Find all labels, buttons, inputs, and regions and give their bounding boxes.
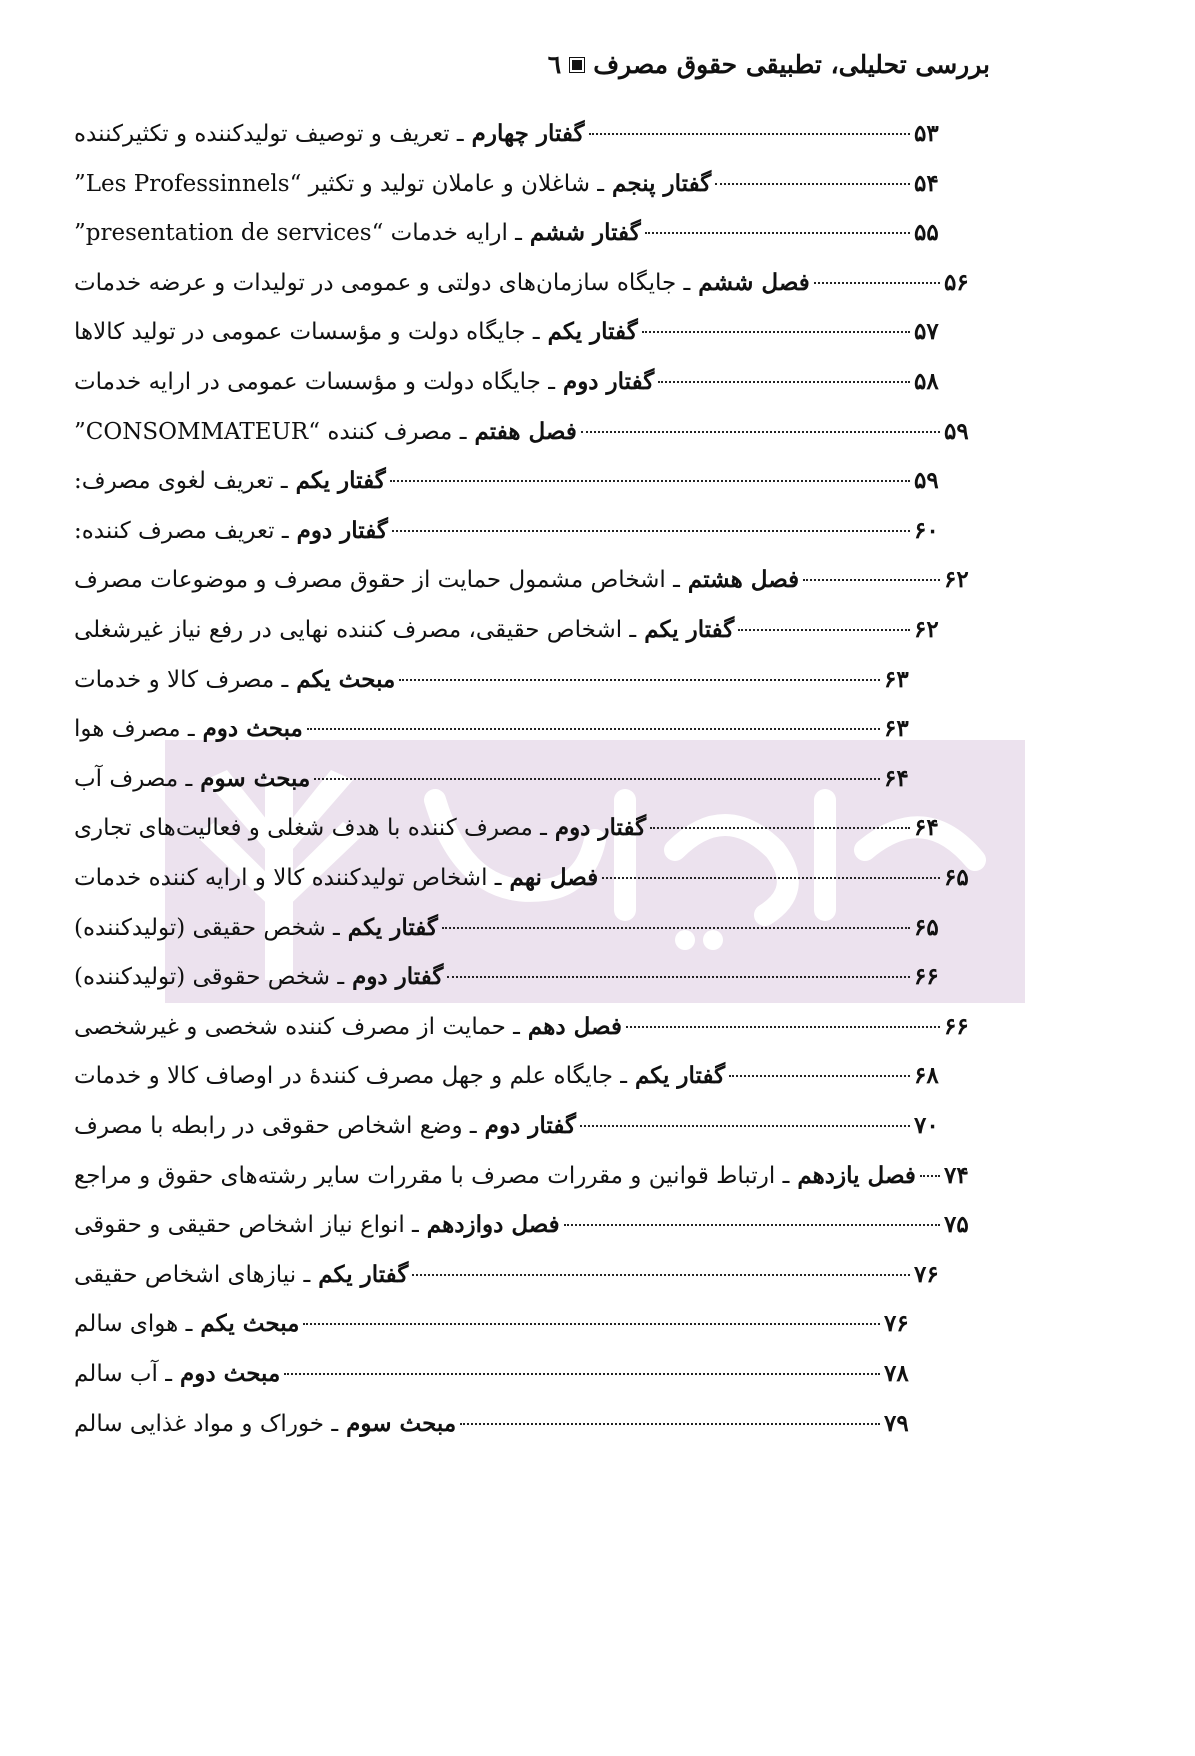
toc-entry-page: ۶۳ [884, 715, 909, 743]
toc-entry-text: ـ وضع اشخاص حقوقی در رابطه با مصرف [74, 1113, 477, 1139]
toc-entry [74, 1062, 950, 1102]
toc-entry [74, 1211, 980, 1251]
toc-entry-label: گفتار یکم [539, 318, 638, 346]
toc-entry-text: ـ آب سالم [74, 1361, 172, 1387]
toc-entry-title [74, 368, 654, 395]
toc-entry-page: ۶۶ [914, 963, 939, 991]
toc-entry-page: ۷۶ [914, 1260, 939, 1288]
dot-leader [602, 877, 940, 879]
toc-entry-title [74, 418, 577, 445]
toc-entry-page: ۵۷ [914, 318, 939, 346]
toc-entry-title [74, 1261, 408, 1288]
toc-entry [74, 1410, 920, 1450]
toc-entry-page: ۶۳ [884, 665, 909, 693]
toc-entry [74, 368, 950, 408]
toc-entry-label: مبحث دوم [194, 715, 303, 743]
toc-entry-title [74, 219, 641, 246]
toc-entry-page: ۵۳ [914, 120, 939, 147]
toc-entry-title [74, 1062, 725, 1089]
toc-entry-text: ـ تعریف و توصیف تولیدکننده و تکثیرکننده [74, 121, 464, 147]
toc-entry-label: گفتار پنجم [604, 169, 712, 197]
toc-entry-text: ـ انواع نیاز اشخاص حقیقی و حقوقی [74, 1212, 419, 1239]
toc-entry-text: ـ نیازهای اشخاص حقیقی [74, 1261, 311, 1288]
dot-leader [803, 579, 940, 581]
toc-entry-title [74, 120, 585, 147]
toc-entry-label: فصل هشتم [679, 566, 800, 594]
toc-entry-page: ۵۵ [914, 219, 939, 247]
dot-leader [442, 927, 910, 929]
toc-entry-page: ۵۹ [944, 417, 969, 445]
page-number: ٦ [547, 50, 562, 79]
toc-entry-title [74, 1410, 456, 1437]
dot-leader [284, 1373, 880, 1375]
toc-entry-label: گفتار چهارم [463, 120, 585, 147]
dot-leader [399, 679, 880, 681]
toc-entry-title [74, 1162, 916, 1189]
toc-entry-text: ـ جایگاه دولت و مؤسسات عمومی در تولید کالاها [74, 319, 540, 346]
toc-entry-title [74, 1310, 299, 1337]
toc-entry-label: گفتار دوم [344, 963, 444, 991]
square-bullet-icon [569, 57, 585, 73]
toc-entry [74, 269, 980, 309]
toc-entry-label: مبحث سوم [192, 764, 311, 792]
toc-entry-title [74, 914, 438, 941]
toc-entry-page: ۶۶ [944, 1012, 969, 1040]
dot-leader [564, 1224, 940, 1226]
toc-entry-page: ۶۴ [884, 764, 909, 792]
toc-entry [74, 517, 950, 557]
toc-entry-title [74, 517, 388, 544]
toc-entry-label: گفتار دوم [288, 516, 388, 544]
toc-entry-title [74, 269, 810, 296]
toc-entry [74, 120, 950, 160]
toc-entry-label: مبحث دوم [172, 1360, 281, 1387]
toc-entry-label: گفتار ششم [521, 219, 641, 247]
toc-entry [74, 765, 920, 805]
toc-entry-label: مبحث یکم [192, 1310, 300, 1338]
toc-entry-title [74, 864, 598, 891]
toc-entry-page: ۷۰ [914, 1112, 939, 1139]
toc-entry-label: گفتار دوم [554, 368, 655, 395]
toc-entry-text: ـ اشخاص تولیدکننده کالا و ارایه کننده خدمات [74, 865, 502, 891]
toc-entry-label: گفتار یکم [626, 1062, 726, 1090]
toc-entry [74, 1360, 920, 1400]
toc-entry-text: ـ جایگاه دولت و مؤسسات عمومی در ارایه خدمات [74, 369, 555, 395]
toc-entry [74, 914, 950, 954]
toc-entry-title [74, 715, 303, 742]
toc-entry-title [74, 467, 386, 494]
toc-entry [74, 715, 920, 755]
toc-entry [74, 963, 950, 1003]
toc-entry-text: ـ خوراک و مواد غذایی سالم [74, 1410, 339, 1437]
toc-entry-text: ـ ارتباط قوانین و مقررات مصرف با مقررات سایر رشته‌های حقوق و مراجع [74, 1162, 790, 1189]
toc-entry-label: گفتار یکم [636, 616, 735, 643]
toc-entry-text: ـ مصرف آب [74, 765, 193, 792]
toc-entry-text: ـ شخص حقوقی (تولیدکننده) [74, 964, 345, 991]
toc-entry-page: ۷۸ [884, 1360, 909, 1387]
toc-entry [74, 1261, 950, 1301]
toc-entry-label: مبحث یکم [288, 665, 396, 693]
toc-entry-text: ـ تعریف مصرف کننده: [74, 517, 289, 544]
dot-leader [738, 629, 910, 631]
toc-entry-text: ـ مصرف کننده “CONSOMMATEUR” [74, 418, 467, 445]
toc-entry-label: فصل هفتم [466, 417, 577, 445]
dot-leader [642, 331, 910, 333]
toc-entry [74, 814, 950, 854]
toc-entry-title [74, 566, 799, 593]
toc-entry-title [74, 1013, 622, 1040]
toc-entry [74, 418, 980, 458]
dot-leader [307, 728, 880, 730]
toc-entry [74, 864, 980, 904]
toc-entry-label: گفتار دوم [546, 814, 647, 842]
dot-leader [412, 1274, 910, 1276]
toc-entry-text: ـ اشخاص مشمول حمایت از حقوق مصرف و موضوعات مصرف [74, 567, 680, 594]
dot-leader [581, 431, 940, 433]
dot-leader [303, 1323, 880, 1325]
toc-entry-text: ـ شاغلان و عاملان تولید و تکثیر “Les Professinnels” [74, 170, 605, 197]
toc-entry-title [74, 318, 638, 345]
toc-entry-title [74, 814, 646, 841]
toc-entry-text: ـ جایگاه سازمان‌های دولتی و عمومی در تولیدات و عرضه خدمات [74, 269, 691, 296]
toc-entry-text: ـ ارایه خدمات “presentation de services” [74, 220, 522, 247]
toc-entry-page: ۷۴ [944, 1161, 969, 1189]
toc-entry-label: فصل ششم [690, 268, 810, 296]
toc-entry-page: ۶۴ [914, 814, 939, 842]
dot-leader [814, 282, 940, 284]
toc-entry-text: ـ مصرف هوا [74, 716, 195, 743]
toc-entry-title [74, 963, 443, 990]
toc-entry-title [74, 616, 734, 643]
toc-entry-label: مبحث سوم [338, 1409, 457, 1437]
dot-leader [314, 778, 880, 780]
toc-entry [74, 666, 920, 706]
running-title: بررسی تحلیلی، تطبیقی حقوق مصرف [593, 50, 990, 79]
toc-entry [74, 1013, 980, 1053]
toc-entry-label: فصل نهم [501, 864, 599, 891]
toc-entry-text: ـ مصرف کالا و خدمات [74, 666, 289, 693]
toc-entry [74, 1310, 920, 1350]
toc-entry-page: ۶۰ [914, 516, 939, 544]
toc-entry-page: ۵۶ [944, 268, 969, 296]
dot-leader [580, 1125, 910, 1127]
toc-entry-page: ۵۴ [914, 169, 939, 197]
toc-entry-page: ۶۵ [944, 864, 969, 891]
toc-entry-title [74, 765, 310, 792]
dot-leader [729, 1075, 910, 1077]
toc-entry-label: فصل یازدهم [789, 1161, 916, 1189]
toc-entry-page: ۷۶ [884, 1310, 909, 1338]
toc-entry-text: ـ جایگاه علم و جهل مصرف کنندهٔ در اوصاف کالا و خدمات [74, 1063, 627, 1090]
toc-entry-page: ۶۲ [944, 566, 969, 594]
dot-leader [650, 827, 910, 829]
toc-entry [74, 1112, 950, 1152]
toc-entry-text: ـ مصرف کننده با هدف شغلی و فعالیت‌های تجاری [74, 815, 547, 842]
toc-entry-page: ۷۵ [944, 1211, 969, 1239]
toc-entry-page: ۶۸ [914, 1062, 939, 1090]
toc-entry-page: ۵۸ [914, 368, 939, 395]
toc-entry-page: ۶۲ [914, 616, 939, 643]
dot-leader [920, 1175, 940, 1177]
toc-entry-label: گفتار یکم [310, 1260, 409, 1288]
toc-entry [74, 219, 950, 259]
dot-leader [460, 1423, 880, 1425]
dot-leader [645, 232, 910, 234]
dot-leader [715, 183, 910, 185]
toc-entry [74, 566, 980, 606]
toc-entry-text: ـ تعریف لغوی مصرف: [74, 468, 288, 495]
toc-entry [74, 467, 950, 507]
toc-entry-label: گفتار یکم [339, 913, 438, 941]
toc-entry-page: ۵۹ [914, 467, 939, 495]
toc-entry-page: ۶۵ [914, 913, 939, 941]
toc-entry [74, 170, 950, 210]
toc-entry-text: ـ حمایت از مصرف کننده شخصی و غیرشخصی [74, 1013, 520, 1040]
toc-entry [74, 318, 950, 358]
page-header [548, 50, 990, 79]
toc-entry-title [74, 1112, 576, 1139]
toc-entry-title [74, 666, 395, 693]
toc-entry [74, 616, 950, 656]
toc-entry-label: فصل دوازدهم [418, 1211, 560, 1239]
toc-entry-title [74, 1360, 280, 1387]
toc-entry-label: گفتار دوم [476, 1112, 576, 1139]
dot-leader [392, 530, 910, 532]
toc-entry-page: ۷۹ [884, 1409, 909, 1437]
toc-entry-text: ـ هوای سالم [74, 1311, 193, 1338]
toc-entry-text: ـ شخص حقیقی (تولیدکننده) [74, 914, 340, 941]
toc-entry-title [74, 1211, 560, 1238]
toc-entry-title [74, 170, 711, 197]
toc-entry [74, 1162, 980, 1202]
dot-leader [626, 1026, 940, 1028]
toc-entry-label: گفتار یکم [287, 467, 386, 495]
toc-entry-label: فصل دهم [519, 1012, 622, 1040]
dot-leader [589, 133, 910, 135]
dot-leader [390, 480, 910, 482]
dot-leader [658, 381, 910, 383]
dot-leader [447, 976, 910, 978]
toc-entry-text: ـ اشخاص حقیقی، مصرف کننده نهایی در رفع نیاز غیرشغلی [74, 617, 637, 643]
